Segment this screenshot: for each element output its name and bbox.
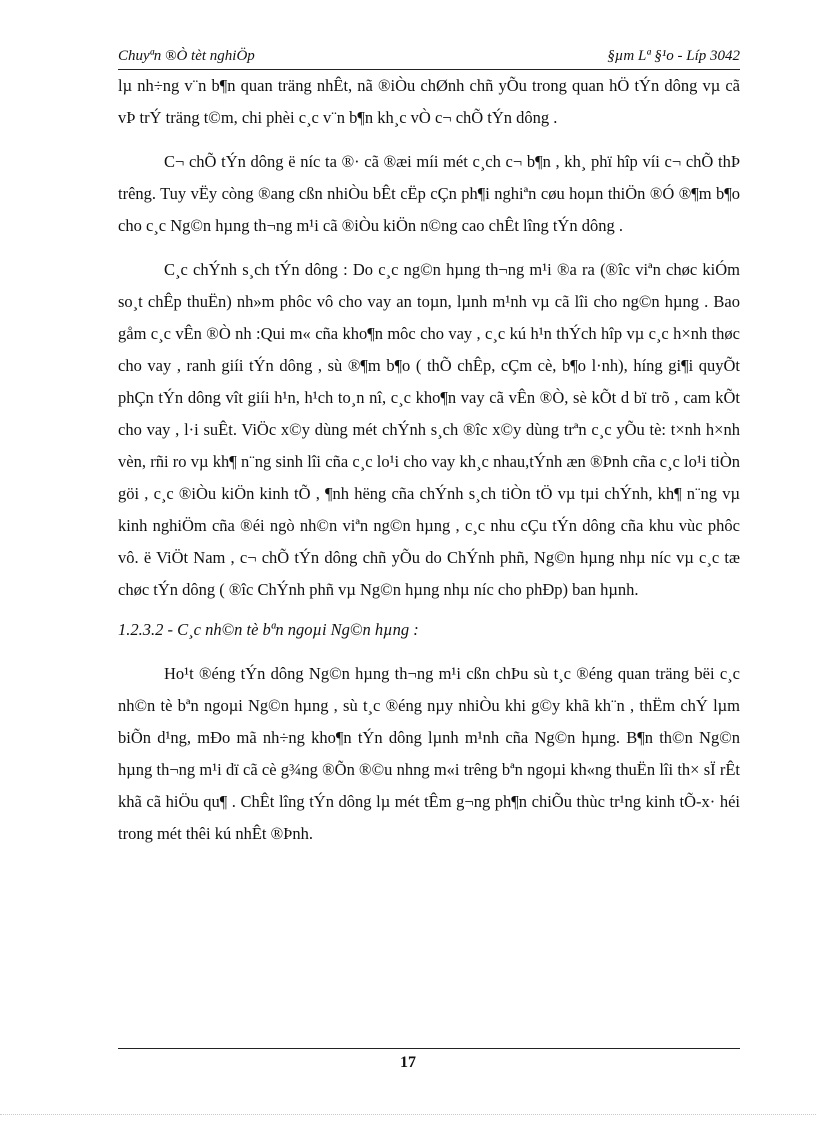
- page-edge-divider: [0, 1114, 816, 1115]
- header-title: Chuyªn ®Ò tèt nghiÖp: [118, 48, 255, 64]
- header-author-class: §µm Lª §¹o - Líp 3042: [607, 48, 740, 64]
- paragraph-external-factors: Ho¹t ®éng tÝn dông Ng©n hµng th¬ng m¹i cßn chÞu sù t¸c ®éng quan träng bëi c¸c nh©n tè bªn ngoµi Ng©n hµng , sù t¸c ®éng nµy nhiÒu khi g©y khã kh¨n , thËm chÝ lµm biÕn d¹ng, mÐo mã nh÷ng kho¶n tÝn dông lµnh m¹nh cña Ng©n hµng. B¶n th©n Ng©n hµng th¬ng m¹i dï cã cè g¾ng ®Õn ®©u nhng m«i trêng bªn ngoµi kh«ng thuËn lîi th× sÏ rÊt khã cã hiÖu qu¶ . ChÊt lîng tÝn dông lµ mét tÊm g¬ng ph¶n chiÕu thùc tr¹ng kinh tÕ-x· héi trong mét thêi kú nhÊt ®Þnh.: [118, 664, 740, 843]
- page-number: 17: [400, 1054, 416, 1071]
- page-header: [118, 46, 740, 70]
- document-body: [118, 70, 740, 850]
- section-subheading: 1.2.3.2 - C¸c nh©n tè bªn ngoµi Ng©n hµng :: [118, 620, 419, 639]
- paragraph-credit-policies: C¸c chÝnh s¸ch tÝn dông : Do c¸c ng©n hµng th¬ng m¹i ®a ra (®îc viªn chøc kiÓm so¸t chÊp thuËn) nh»m phôc vô cho vay an toµn, lµnh m¹nh vµ cã lîi cho ng©n hµng . Bao gåm c¸c vÊn ®Ò nh :Qui m« cña kho¶n môc cho vay , c¸c kú h¹n thÝch hîp vµ c¸c h×nh thøc cho vay , ranh giíi tÝn dông , sù ®¶m b¶o ( thÕ chÊp, cÇm cè, b¶o l·nh), híng gi¶i quyÕt phÇn tÝn dông vît giíi h¹n, h¹ch to¸n nî, c¸c kho¶n vay cã vÊn ®Ò, sè kÕt d bï trõ , cam kÕt cho vay , l·i suÊt. ViÖc x©y dùng mét chÝnh s¸ch ®îc x©y dùng trªn c¸c yÕu tè: t×nh h×nh vèn, rñi ro vµ kh¶ n¨ng sinh lîi cña c¸c lo¹i cho vay kh¸c nhau,tÝnh æn ®Þnh cña c¸c lo¹i tiÒn göi , c¸c ®iÒu kiÖn kinh tÕ , ¶nh hëng cña chÝnh s¸ch tiÒn tÖ vµ tµi chÝnh, kh¶ n¨ng vµ kinh nghiÖm cña ®éi ngò nh©n viªn ng©n hµng , c¸c nhu cÇu tÝn dông cña khu vùc phôc vô. ë ViÖt Nam , c¬ chÕ tÝn dông chñ yÕu do ChÝnh phñ, Ng©n hµng nhµ níc vµ c¸c tæ chøc tÝn dông ( ®îc ChÝnh phñ vµ Ng©n hµng nhµ níc cho phÐp) ban hµnh.: [118, 260, 740, 599]
- footer-rule: [118, 1048, 740, 1049]
- paragraph-continuation: lµ nh÷ng v¨n b¶n quan träng nhÊt, nã ®iÒu chØnh chñ yÕu trong quan hÖ tÝn dông vµ cã vÞ trÝ träng t©m, chi phèi c¸c v¨n b¶n kh¸c vÒ c¬ chÕ tÝn dông .: [118, 76, 740, 127]
- paragraph-credit-mechanism: C¬ chÕ tÝn dông ë níc ta ®· cã ®æi míi mét c¸ch c¬ b¶n , kh¸ phï hîp víi c¬ chÕ thÞ trêng. Tuy vËy còng ®ang cßn nhiÒu bÊt cËp cÇn ph¶i nghiªn cøu hoµn thiÖn ®Ó ®¶m b¶o cho c¸c Ng©n hµng th¬ng m¹i cã ®iÒu kiÖn n©ng cao chÊt lîng tÝn dông .: [118, 152, 740, 235]
